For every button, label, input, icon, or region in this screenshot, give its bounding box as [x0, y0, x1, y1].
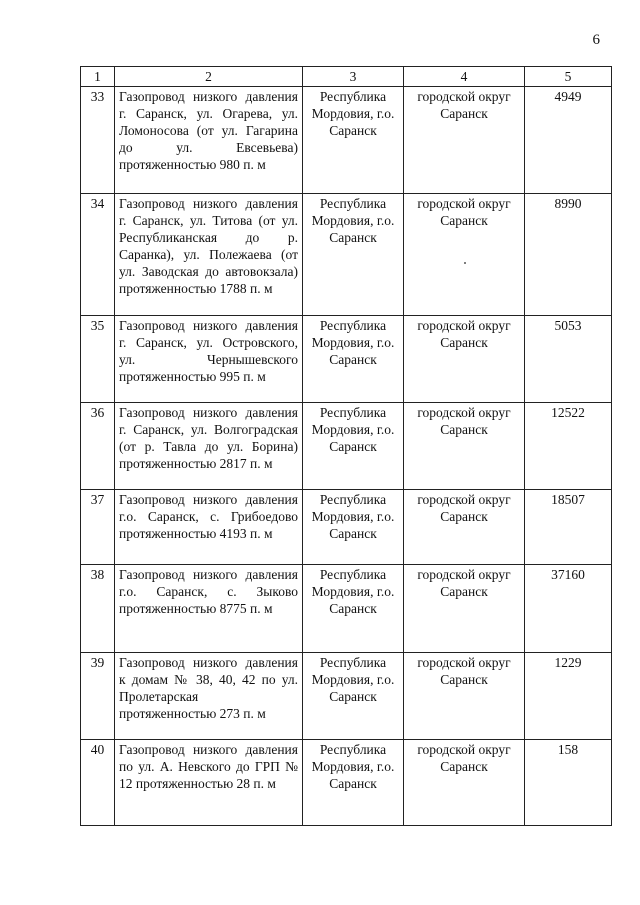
object-municipality: городской округ Саранск: [404, 490, 525, 565]
column-header: 2: [115, 67, 303, 87]
gas-pipeline-table: [80, 66, 612, 826]
object-name: Газопровод низкого давления г.о. Саранск, с. Грибоедово протяженностью 4193 п. м: [115, 490, 303, 565]
column-header: 5: [525, 67, 612, 87]
column-header: 1: [81, 67, 115, 87]
object-region: Республика Мордовия, г.о. Саранск: [303, 403, 404, 490]
object-municipality: городской округ Саранск: [404, 565, 525, 653]
object-municipality: городской округ Саранск: [404, 403, 525, 490]
table-row: [81, 565, 612, 653]
row-number: 38: [81, 565, 115, 653]
object-region: Республика Мордовия, г.о. Саранск: [303, 87, 404, 194]
object-value: 4949: [525, 87, 612, 194]
row-number: 39: [81, 653, 115, 740]
object-region: Республика Мордовия, г.о. Саранск: [303, 653, 404, 740]
object-name: Газопровод низкого давления г. Саранск, ул. Огарева, ул. Ломоносова (от ул. Гагарина до ул. Евсевьева) протяженностью 980 п. м: [115, 87, 303, 194]
table-row: [81, 740, 612, 826]
object-municipality: городской округ Саранск: [404, 316, 525, 403]
table-row: [81, 490, 612, 565]
object-name: Газопровод низкого давления г. Саранск, ул. Титова (от ул. Республиканская до р. Саранка), ул. Полежаева (от ул. Заводская до автовокзала) протяженностью 1788 п. м: [115, 194, 303, 316]
object-municipality: городской округ Саранск: [404, 87, 525, 194]
object-name: Газопровод низкого давления г. Саранск, ул. Волгоградская (от р. Тавла до ул. Борина) протяженностью 2817 п. м: [115, 403, 303, 490]
object-municipality: городской округ Саранск: [404, 740, 525, 826]
object-municipality: городской округ Саранск: [404, 653, 525, 740]
column-header: 4: [404, 67, 525, 87]
row-number: 35: [81, 316, 115, 403]
object-value: 37160: [525, 565, 612, 653]
object-value: 5053: [525, 316, 612, 403]
object-value: 158: [525, 740, 612, 826]
object-region: Республика Мордовия, г.о. Саранск: [303, 490, 404, 565]
scan-speck: [464, 262, 466, 264]
column-header: 3: [303, 67, 404, 87]
object-municipality: городской округ Саранск: [404, 194, 525, 316]
table-header-row: [81, 67, 612, 87]
object-value: 8990: [525, 194, 612, 316]
table-row: [81, 87, 612, 194]
page-number: 6: [592, 32, 600, 48]
object-value: 18507: [525, 490, 612, 565]
row-number: 34: [81, 194, 115, 316]
object-region: Республика Мордовия, г.о. Саранск: [303, 740, 404, 826]
object-value: 1229: [525, 653, 612, 740]
object-name: Газопровод низкого давления г. Саранск, ул. Островского, ул. Чернышевского протяженностью 995 п. м: [115, 316, 303, 403]
object-name: Газопровод низкого давления г.о. Саранск, с. Зыково протяженностью 8775 п. м: [115, 565, 303, 653]
table-row: [81, 653, 612, 740]
row-number: 36: [81, 403, 115, 490]
object-name: Газопровод низкого давления к домам № 38, 40, 42 по ул. Пролетарская протяженностью 273 п. м: [115, 653, 303, 740]
row-number: 40: [81, 740, 115, 826]
row-number: 37: [81, 490, 115, 565]
object-region: Республика Мордовия, г.о. Саранск: [303, 194, 404, 316]
object-value: 12522: [525, 403, 612, 490]
table-row: [81, 403, 612, 490]
row-number: 33: [81, 87, 115, 194]
object-region: Республика Мордовия, г.о. Саранск: [303, 565, 404, 653]
object-region: Республика Мордовия, г.о. Саранск: [303, 316, 404, 403]
object-name: Газопровод низкого давления по ул. А. Невского до ГРП № 12 протяженностью 28 п. м: [115, 740, 303, 826]
table-row: [81, 194, 612, 316]
table-row: [81, 316, 612, 403]
